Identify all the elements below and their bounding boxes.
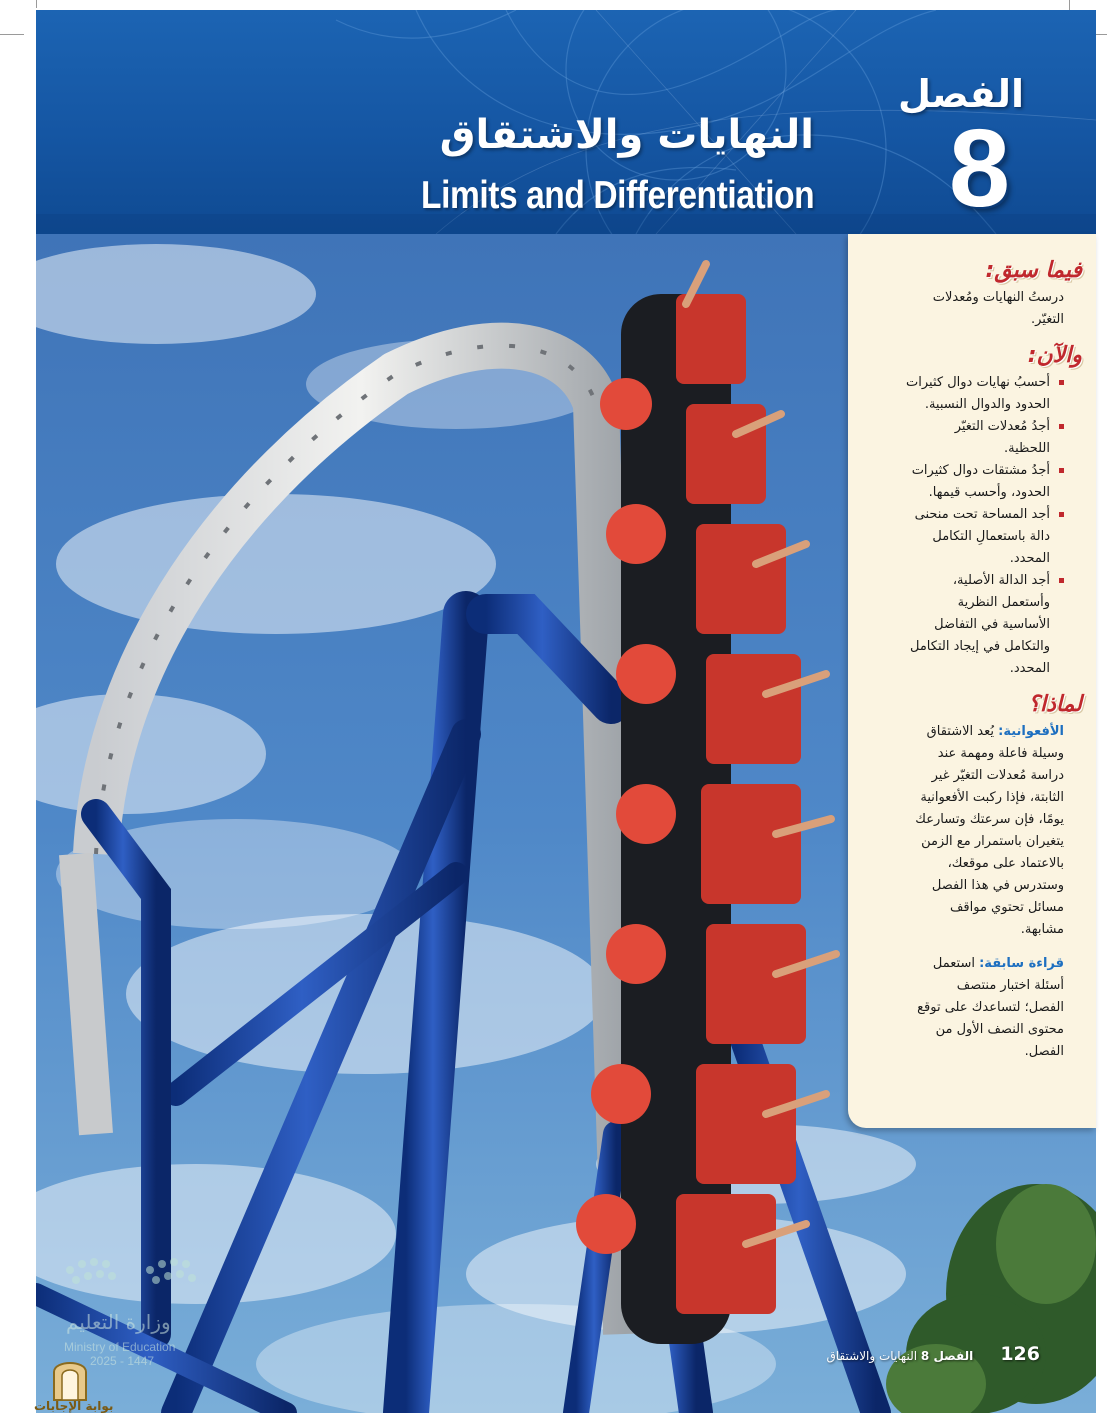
text-line: الفصل. [1024, 1044, 1064, 1059]
ministry-year: 2025 - 1447 [90, 1354, 155, 1368]
chapter-title-arabic: النهايات والاشتقاق [439, 112, 814, 158]
text-line: أسئلة اختبار منتصف [956, 978, 1064, 993]
reading-lead: قراءة سابقة: [979, 956, 1064, 971]
text-line: درستُ النهايات ومُعدلات [932, 290, 1064, 305]
text-line: بالاعتماد على موقعك، [947, 856, 1064, 871]
previous-text [860, 287, 1082, 331]
list-item [860, 504, 1064, 570]
page-number: 126 [1000, 1343, 1040, 1365]
site-logo-icon [48, 1352, 92, 1402]
crop-mark [36, 0, 37, 8]
text-line: وأستعمل النظرية [957, 595, 1050, 610]
text-line: وستدرس في هذا الفصل [931, 878, 1064, 893]
text-line: يُعد الاشتقاق [926, 724, 994, 739]
reading-text [860, 953, 1082, 1063]
why-lead: الأفعوانية: [998, 724, 1064, 739]
running-title-text: النهايات والاشتقاق [826, 1349, 918, 1363]
text-line: أجدُ مُعدلات التغيّر [954, 419, 1050, 434]
ministry-logo-icon [30, 1250, 230, 1310]
text-line: الأساسية في التفاضل [934, 617, 1050, 632]
crop-mark [0, 34, 24, 35]
text-line: أجد المساحة تحت منحنى [914, 507, 1050, 522]
text-line: يومًا، فإن سرعتك وتسارعك [915, 812, 1064, 827]
text-line: اللحظية. [1004, 441, 1050, 456]
running-chapter: الفصل 8 [920, 1349, 974, 1363]
text-line: الفصل؛ لتساعدك على توقع [917, 1000, 1064, 1015]
site-watermark: بوابة الإجابات [34, 1399, 114, 1413]
list-item [860, 416, 1064, 460]
previous-heading: فيما سبق: [985, 258, 1082, 283]
text-line: أحسبُ نهايات دوال كثيرات [906, 375, 1050, 390]
text-line: محتوى النصف الأول من [935, 1022, 1064, 1037]
text-line: مسائل تحتوي مواقف [949, 900, 1064, 915]
why-text [860, 721, 1082, 941]
text-line: الحدود والدوال النسبية. [924, 397, 1050, 412]
list-item [860, 372, 1064, 416]
text-line: المحدد. [1009, 661, 1050, 676]
why-heading: لماذا؟ [1028, 692, 1082, 717]
list-item [860, 460, 1064, 504]
text-line: دراسة مُعدلات التغيّر غير [931, 768, 1064, 783]
chapter-banner [36, 10, 1096, 234]
running-header [826, 1349, 973, 1363]
text-line: استعمل [932, 956, 975, 971]
chapter-label: الفصل [897, 72, 1024, 116]
text-line: يتغيران باستمرار مع الزمن [921, 834, 1064, 849]
list-item [860, 570, 1064, 680]
text-line: المحدد. [1009, 551, 1050, 566]
text-line: والتكامل في إيجاد التكامل [910, 639, 1050, 654]
text-line: التغيّر. [1031, 312, 1064, 327]
text-line: أجدُ مشتقات دوال كثيرات [911, 463, 1050, 478]
now-heading: والآن: [1027, 343, 1082, 368]
ministry-name-arabic: وزارة التعليم [66, 1310, 171, 1334]
text-line: مشابهة. [1020, 922, 1064, 937]
text-line: الثابتة، فإذا ركبت الأفعوانية [920, 790, 1064, 805]
text-line: الحدود، وأحسب قيمها. [928, 485, 1050, 500]
chapter-title-english: Limits and Differentiation [420, 174, 814, 217]
text-line: أجد الدالة الأصلية، [952, 573, 1050, 588]
text-line: وسيلة فاعلة ومهمة عند [937, 746, 1064, 761]
page-footer [800, 1343, 1040, 1369]
ministry-name-english: Ministry of Education [64, 1340, 176, 1354]
chapter-sidebar [848, 234, 1096, 1128]
chapter-number: 8 [948, 107, 1010, 230]
text-line: دالة باستعمالِ التكامل [932, 529, 1050, 544]
objectives-list [860, 372, 1082, 680]
